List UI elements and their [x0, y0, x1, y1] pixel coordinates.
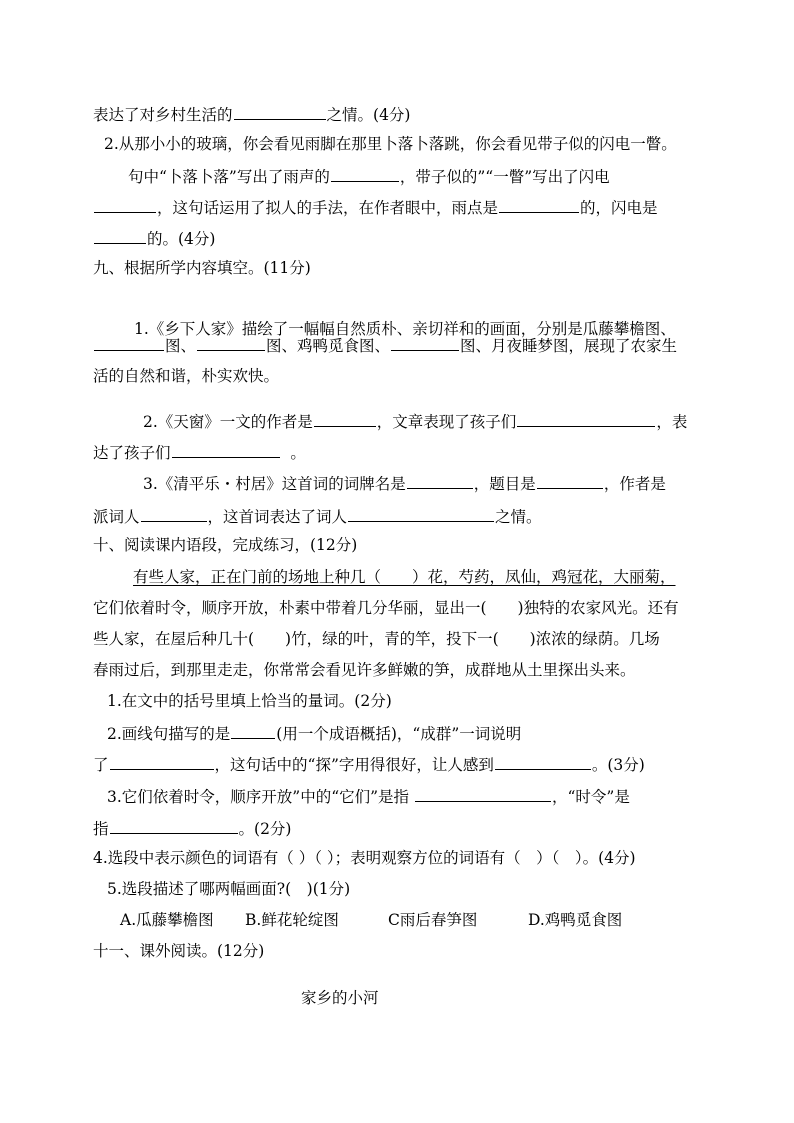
option-c[interactable]: C雨后春笋图 — [388, 911, 478, 929]
question-2: 2.《天窗》一文的作者是 ，文章表现了孩子们 ，表 — [143, 410, 687, 432]
passage-line: 有些人家，正在门前的场地上种几（ ）花，芍药，凤仙，鸡冠花，大丽菊， — [133, 568, 676, 586]
question-3: 3.它们依着时令，顺序开放”中的“它们”是指 ，“时令”是 — [107, 785, 630, 807]
text-line: 活的自然和谐，朴实欢快。 — [93, 367, 280, 385]
option-b[interactable]: B.鲜花轮绽图 — [245, 911, 339, 929]
blank[interactable] — [141, 505, 207, 522]
blank[interactable] — [231, 722, 275, 739]
blank[interactable] — [110, 753, 214, 770]
text-line: 了 ，这句话中的“探”字用得很好，让人感到 。(3分) — [93, 753, 645, 775]
question-4: 4.选段中表示颜色的词语有（ ）（ ）；表明观察方位的词语有（ ）（ ）。(4分) — [93, 849, 636, 867]
question-2: 2.从那小小的玻璃，你会看见雨脚在那里卜落卜落跳，你会看见带子似的闪电一瞥。 — [104, 135, 677, 153]
blank[interactable] — [495, 753, 591, 770]
section-11-heading: 十一、课外阅读。(12分) — [93, 942, 265, 960]
blank[interactable] — [499, 196, 579, 213]
text-line: ，这句话运用了拟人的手法，在作者眼中，雨点是 的，闪电是 — [93, 196, 658, 218]
question-5: 5.选段描述了哪两幅画面?( )(1分) — [107, 880, 351, 898]
question-2: 2.画线句描写的是 (用一个成语概括)，“成群”一词说明 — [107, 722, 521, 744]
section-10-heading: 十、阅读课内语段，完成练习，(12分) — [93, 536, 358, 554]
blank[interactable] — [172, 441, 280, 458]
passage-line: 春雨过后，到那里走走，你常常会看见许多鲜嫩的笋，成群地从土里探出头来。 — [93, 661, 636, 679]
text-line: 达了孩子们 。 — [93, 441, 306, 463]
blank[interactable] — [234, 103, 326, 120]
article-title: 家乡的小河 — [301, 989, 379, 1007]
blank[interactable] — [415, 785, 551, 802]
text-line: 句中“卜落卜落”写出了雨声的 ，带子似的”“一瞥”写出了闪电 — [128, 165, 610, 187]
blank[interactable] — [407, 472, 473, 489]
question-1: 1.《乡下人家》描绘了一幅幅自然质朴、亲切祥和的画面，分别是瓜藤攀檐图、 — [134, 320, 676, 338]
option-a[interactable]: A.瓜藤攀檐图 — [120, 911, 214, 929]
passage-line: 些人家，在屋后种几十( )竹，绿的叶，青的竿，投下一( )浓浓的绿荫。几场 — [93, 630, 660, 648]
text-line: 表达了对乡村生活的 之情。(4分) — [93, 103, 410, 125]
blank[interactable] — [314, 410, 376, 427]
blank[interactable] — [537, 472, 603, 489]
blank[interactable] — [94, 196, 156, 213]
blank[interactable] — [94, 334, 164, 351]
section-9-heading: 九、根据所学内容填空。(11分) — [93, 259, 311, 277]
question-1: 1.在文中的括号里填上恰当的量词。(2分) — [107, 692, 392, 710]
blank[interactable] — [94, 227, 146, 244]
blank[interactable] — [517, 410, 655, 427]
blank[interactable] — [197, 334, 265, 351]
question-3: 3.《清平乐・村居》这首词的词牌名是 ，题目是 ，作者是 — [143, 472, 666, 494]
blank[interactable] — [348, 505, 494, 522]
option-d[interactable]: D.鸡鸭觅食图 — [528, 911, 623, 929]
blank[interactable] — [331, 165, 399, 182]
blank[interactable] — [110, 817, 238, 834]
blank[interactable] — [391, 334, 459, 351]
text-line: 指 。(2分) — [93, 817, 291, 839]
passage-line: 它们依着时令，顺序开放，朴素中带着几分华丽，显出一( )独特的农家风光。还有 — [93, 599, 679, 617]
text-line: 图、 图、鸡鸭觅食图、 图、月夜睡梦图，展现了农家生 — [93, 334, 677, 356]
text-line: 派词人 ，这首词表达了词人 之情。 — [93, 505, 542, 527]
text-line: 的。(4分) — [93, 227, 215, 249]
